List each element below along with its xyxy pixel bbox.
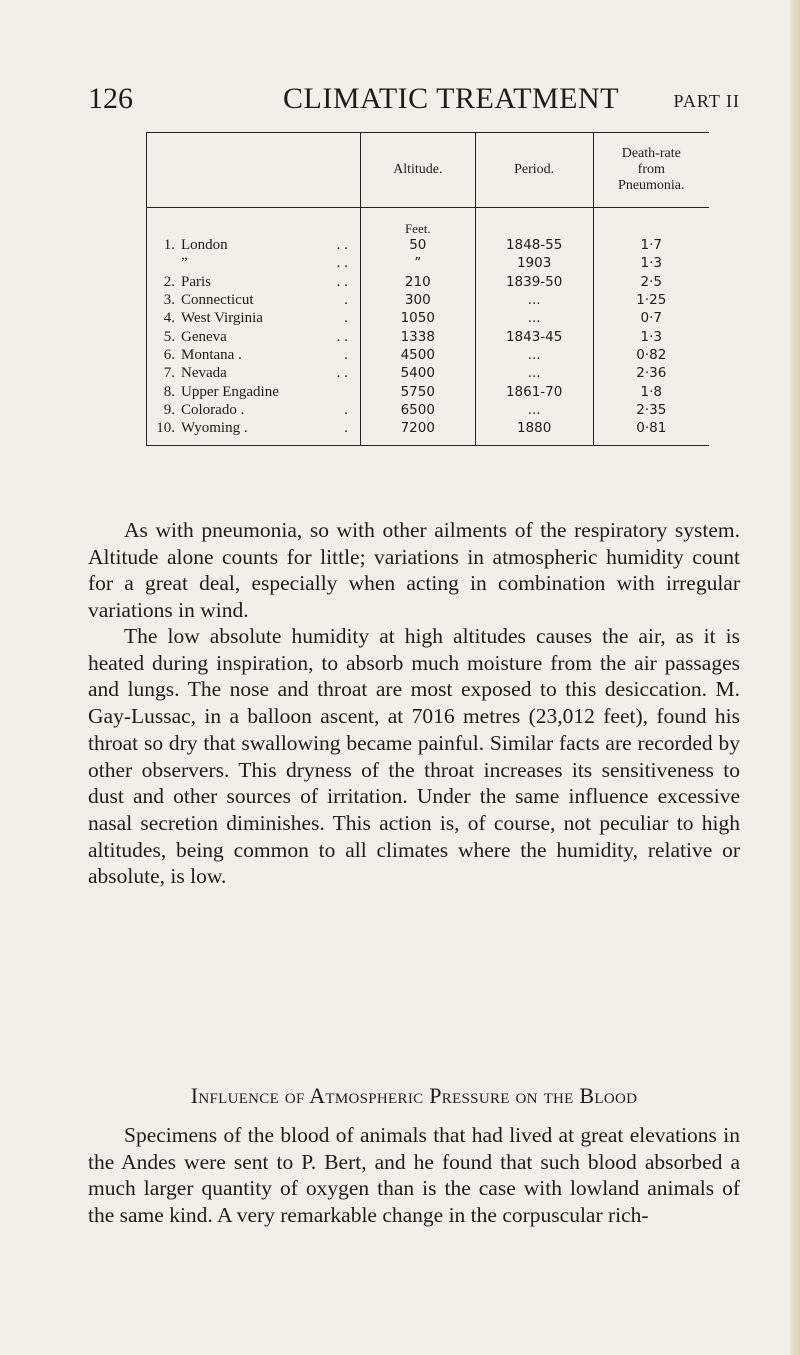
death-rate-cell: 0·82 xyxy=(593,346,709,364)
place-cell xyxy=(147,236,361,254)
death-rate-cell: 2·36 xyxy=(593,364,709,382)
place-cell xyxy=(147,327,361,345)
death-rate-cell: 0·7 xyxy=(593,309,709,327)
header-altitude: Altitude. xyxy=(360,133,475,208)
place-cell xyxy=(147,309,361,327)
table-row xyxy=(147,401,710,419)
table-row xyxy=(147,254,710,272)
paragraph-blood xyxy=(88,1122,740,1229)
altitude-cell: 5750 xyxy=(360,382,475,400)
place-name: Nevada xyxy=(181,365,227,382)
leader-dots: . xyxy=(344,401,348,418)
altitude-cell: 7200 xyxy=(360,419,475,446)
period-cell: 1880 xyxy=(475,419,593,446)
table-row xyxy=(147,419,710,446)
death-rate-cell: 2·35 xyxy=(593,401,709,419)
place-cell xyxy=(147,273,361,291)
place-name: Montana . xyxy=(181,346,242,363)
period-cell: ... xyxy=(475,291,593,309)
paragraph-humidity xyxy=(88,623,740,890)
period-cell: 1839-50 xyxy=(475,273,593,291)
leader-dots: . xyxy=(344,310,348,327)
death-rate-cell: 1·3 xyxy=(593,254,709,272)
header-period: Period. xyxy=(475,133,593,208)
death-rate-cell: 2·5 xyxy=(593,273,709,291)
place-cell xyxy=(147,364,361,382)
table-row xyxy=(147,382,710,400)
row-number: 6. xyxy=(163,346,175,363)
unit-row xyxy=(147,208,710,237)
place-name: West Virginia xyxy=(181,310,263,327)
leader-dots: . xyxy=(344,346,348,363)
altitude-cell: 1338 xyxy=(360,327,475,345)
place-cell xyxy=(147,419,361,446)
header-place xyxy=(147,133,361,208)
period-cell: ... xyxy=(475,346,593,364)
table-row xyxy=(147,236,710,254)
leader-dots: . . xyxy=(336,273,348,290)
pneumonia-death-rate-table xyxy=(146,132,709,446)
leader-dots: . . xyxy=(336,237,348,254)
row-number: 8. xyxy=(163,383,175,400)
paragraph-text: The low absolute humidity at high altitudes causes the air, as it is heated during inspiration, to absorb much moisture from the air passages and lungs. The nose and throat are most exposed to this desiccation. M. Gay-Lussac, in a balloon ascent, at 7016 metres (23,012 feet), found his throat so dry that swallowing became painful. Similar facts are recorded by other observers. This dryness of the throat increases its sensitiveness to dust and other sources of irritation. Under the same influence excessive nasal secretion diminishes. This action is, of course, not peculiar to high altitudes, being common to all climates where the humidity, relative or absolute, is low. xyxy=(88,624,740,889)
page-number: 126 xyxy=(88,82,133,115)
altitude-cell: 4500 xyxy=(360,346,475,364)
row-number: 1. xyxy=(163,237,175,254)
period-cell: 1903 xyxy=(475,254,593,272)
section-heading: Influence of Atmospheric Pressure on the Blood xyxy=(190,1083,638,1108)
paragraph-respiratory xyxy=(88,517,740,624)
page-edge xyxy=(790,0,800,1355)
paragraph-text: Specimens of the blood of animals that had lived at great elevations in the Andes were sent to P. Bert, and he found that such blood absorbed a much larger quantity of oxygen than is the case with lowland animals of the same kind. A very remarkable change in the corpuscular rich- xyxy=(88,1123,740,1228)
table-row xyxy=(147,346,710,364)
place-name: Wyoming . xyxy=(181,420,248,437)
period-cell: 1861-70 xyxy=(475,382,593,400)
place-name: Colorado . xyxy=(181,401,245,418)
table-body xyxy=(147,208,710,446)
period-cell: ... xyxy=(475,309,593,327)
table-row xyxy=(147,327,710,345)
table-row xyxy=(147,364,710,382)
part-label: PART II xyxy=(673,91,740,111)
row-number: 9. xyxy=(163,401,175,418)
altitude-cell: ” xyxy=(360,254,475,272)
period-cell: ... xyxy=(475,401,593,419)
death-rate-cell: 1·7 xyxy=(593,236,709,254)
altitude-cell: 6500 xyxy=(360,401,475,419)
leader-dots: . . xyxy=(336,255,348,272)
death-rate-cell: 1·8 xyxy=(593,382,709,400)
row-number: 5. xyxy=(163,328,175,345)
table-header-row xyxy=(147,133,710,208)
leader-dots: . . xyxy=(336,328,348,345)
leader-dots: . . xyxy=(336,365,348,382)
running-header xyxy=(88,82,740,122)
paragraph-text: As with pneumonia, so with other ailments of the respiratory system. Altitude alone counts for little; variations in atmospheric humidity count for a great deal, especially when acting in combination with irregular variations in wind. xyxy=(88,518,740,623)
row-number: 7. xyxy=(163,365,175,382)
altitude-cell: 5400 xyxy=(360,364,475,382)
death-rate-cell: 0·81 xyxy=(593,419,709,446)
altitude-cell: 300 xyxy=(360,291,475,309)
header-death-rate xyxy=(593,133,709,208)
place-cell xyxy=(147,291,361,309)
leader-dots: . xyxy=(344,292,348,309)
header-death-rate-line-2: from xyxy=(637,162,665,177)
table-row xyxy=(147,309,710,327)
place-name: London xyxy=(181,237,228,254)
death-rate-cell: 1·3 xyxy=(593,327,709,345)
row-number: 2. xyxy=(163,273,175,290)
leader-dots: . xyxy=(344,420,348,437)
altitude-cell: 50 xyxy=(360,236,475,254)
place-name: Upper Engadine xyxy=(181,383,279,400)
running-title: CLIMATIC TREATMENT xyxy=(283,82,619,115)
table-row xyxy=(147,273,710,291)
period-cell: 1848-55 xyxy=(475,236,593,254)
place-name: Geneva xyxy=(181,328,227,345)
period-cell: ... xyxy=(475,364,593,382)
altitude-cell: 210 xyxy=(360,273,475,291)
data-table xyxy=(146,132,709,446)
header-death-rate-line-1: Death-rate xyxy=(621,146,681,161)
death-rate-cell: 1·25 xyxy=(593,291,709,309)
place-name: Connecticut xyxy=(181,292,254,309)
place-cell xyxy=(147,401,361,419)
row-number: 3. xyxy=(163,292,175,309)
place-cell xyxy=(147,346,361,364)
header-death-rate-line-3: Pneumonia. xyxy=(618,178,685,193)
place-cell xyxy=(147,254,361,272)
place-name: ” xyxy=(181,255,188,272)
period-cell: 1843-45 xyxy=(475,327,593,345)
place-name: Paris xyxy=(181,273,211,290)
row-number: 4. xyxy=(163,310,175,327)
altitude-cell: 1050 xyxy=(360,309,475,327)
altitude-unit: Feet. xyxy=(360,208,475,237)
row-number: 10. xyxy=(156,420,175,437)
table-row xyxy=(147,291,710,309)
place-cell xyxy=(147,382,361,400)
